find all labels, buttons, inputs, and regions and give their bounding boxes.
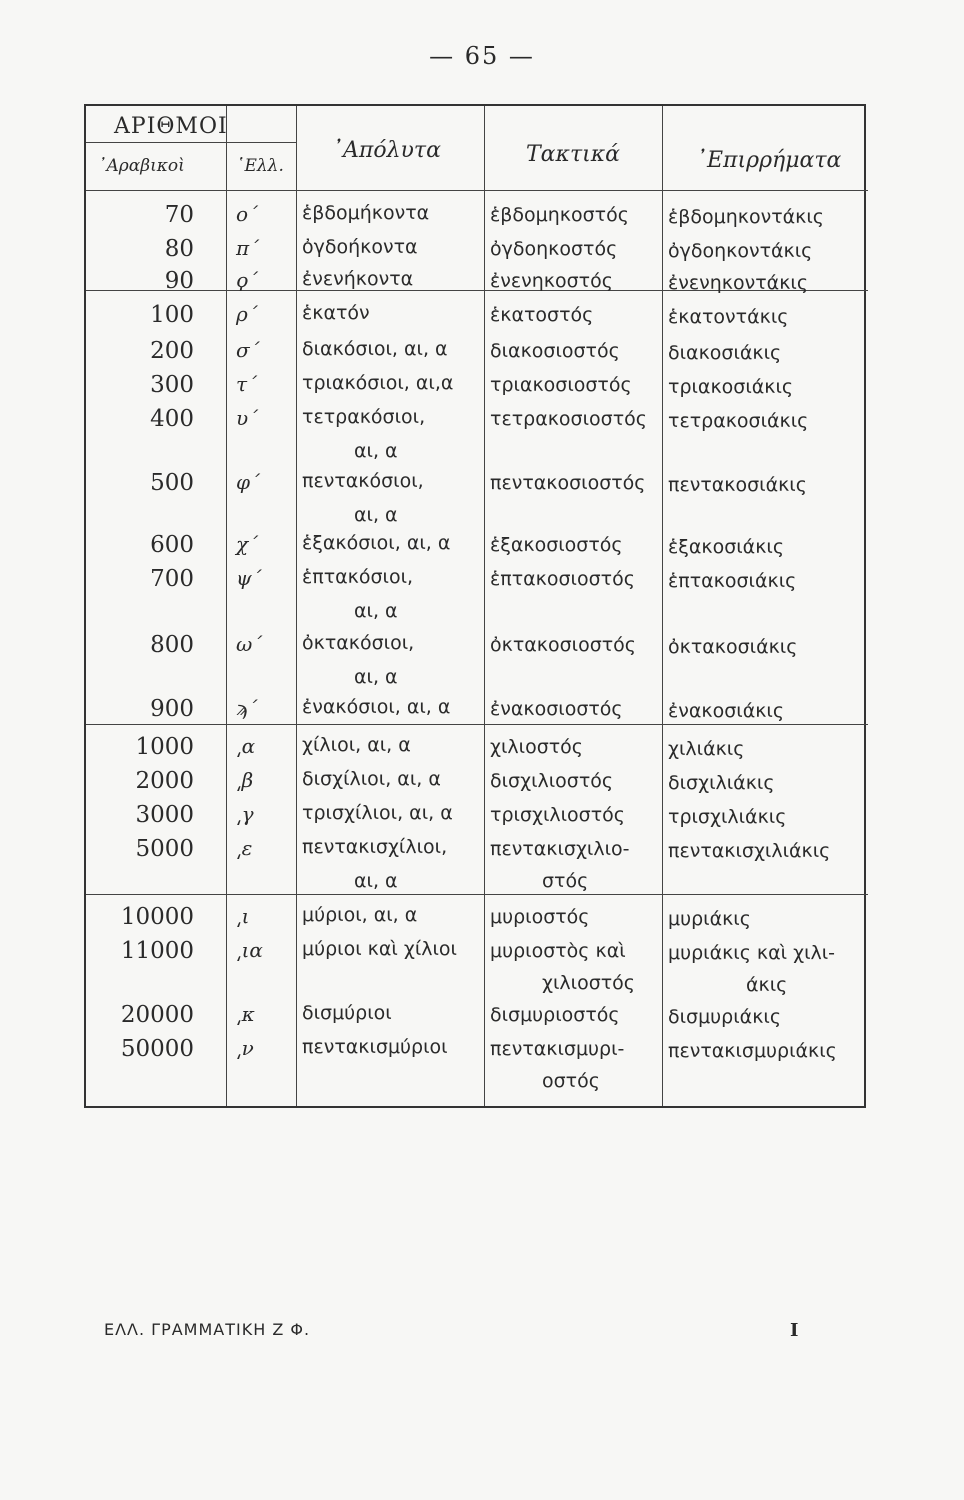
ordinal-word: ἑβδομηκοστός: [490, 204, 629, 226]
cardinal-word: πεντακισμύριοι: [302, 1036, 448, 1058]
cardinal-word: χίλιοι, αι, α: [302, 734, 411, 756]
cardinal-word-cont: αι, α: [354, 504, 398, 526]
header-adverb: ᾿Επιρρήματα: [696, 148, 842, 173]
header-ordinal: Τακτικά: [526, 142, 621, 167]
ordinal-word-cont: χιλιοστός: [542, 972, 635, 994]
adverb-word: ἑβδομηκοντάκις: [668, 206, 824, 228]
divider-cardinal-ordinal: [484, 106, 485, 1106]
greek-numeral: φ΄: [236, 470, 261, 494]
arabic-numeral: 90: [164, 268, 194, 294]
ordinal-word: χιλιοστός: [490, 736, 583, 758]
arabic-numeral: 11000: [120, 938, 194, 964]
ordinal-word: πεντακισχιλιο-: [490, 838, 630, 860]
adverb-word: ἐνενηκοντάκις: [668, 272, 808, 294]
greek-numeral: ͵κ: [236, 1002, 255, 1026]
adverb-word: ἑκατοντάκις: [668, 306, 789, 328]
cardinal-word-cont: αι, α: [354, 600, 398, 622]
cardinal-word: τετρακόσιοι,: [302, 406, 426, 428]
arabic-numeral: 5000: [135, 836, 194, 862]
page-number: — 65 —: [429, 42, 535, 70]
adverb-word: τρισχιλιάκις: [668, 806, 787, 828]
numerals-table: [84, 104, 866, 1108]
arabic-numeral: 100: [150, 302, 194, 328]
greek-numeral: ρ΄: [236, 302, 258, 326]
adverb-word: μυριάκις καὶ χιλι-: [668, 942, 836, 964]
greek-numeral: ω΄: [236, 632, 263, 656]
arabic-numeral: 300: [150, 372, 194, 398]
greek-numeral: ͵ε: [236, 836, 253, 860]
header-group-line: [86, 142, 296, 143]
cardinal-word: ἑκατόν: [302, 302, 370, 324]
ordinal-word-cont: οστός: [542, 1070, 600, 1092]
divider-greek-cardinal: [296, 106, 297, 1106]
greek-numeral: ϡ΄: [236, 696, 258, 720]
adverb-word: ἑπτακοσιάκις: [668, 570, 797, 592]
arabic-numeral: 20000: [120, 1002, 194, 1028]
arabic-numeral: 600: [150, 532, 194, 558]
ordinal-word-cont: στός: [542, 870, 589, 892]
arabic-numeral: 1000: [135, 734, 194, 760]
greek-numeral: ϙ΄: [236, 268, 259, 292]
cardinal-word: ἐνενήκοντα: [302, 268, 414, 290]
ordinal-word: δισχιλιοστός: [490, 770, 614, 792]
adverb-word: δισχιλιάκις: [668, 772, 775, 794]
header-group-label: ΑΡΙΘΜΟΙ: [114, 114, 228, 139]
ordinal-word: διακοσιοστός: [490, 340, 620, 362]
ordinal-word: μυριοστός: [490, 906, 590, 928]
adverb-word: μυριάκις: [668, 908, 751, 930]
adverb-word: ἑξακοσιάκις: [668, 536, 784, 558]
cardinal-word: τριακόσιοι, αι,α: [302, 372, 454, 394]
arabic-numeral: 400: [150, 406, 194, 432]
divider-ordinal-adverb: [662, 106, 663, 1106]
greek-numeral: υ΄: [236, 406, 259, 430]
arabic-numeral: 80: [164, 236, 194, 262]
greek-numeral: ͵ν: [236, 1036, 254, 1060]
arabic-numeral: 700: [150, 566, 194, 592]
arabic-numeral: 3000: [135, 802, 194, 828]
adverb-word: ὀγδοηκοντάκις: [668, 240, 813, 262]
arabic-numeral: 900: [150, 696, 194, 722]
arabic-numeral: 500: [150, 470, 194, 496]
ordinal-word: ἐνενηκοστός: [490, 270, 613, 292]
ordinal-word: ἑξακοσιοστός: [490, 534, 623, 556]
greek-numeral: ͵γ: [236, 802, 254, 826]
header-arabic: ᾿Αραβικοὶ: [98, 156, 185, 176]
header-cardinal: ᾿Απόλυτα: [332, 138, 441, 163]
greek-numeral: ͵β: [236, 768, 254, 792]
greek-numeral: ψ΄: [236, 566, 262, 590]
greek-numeral: ͵ι: [236, 904, 250, 928]
arabic-numeral: 800: [150, 632, 194, 658]
cardinal-word: ἐνακόσιοι, αι, α: [302, 696, 451, 718]
greek-numeral: χ΄: [236, 532, 259, 556]
cardinal-word: μύριοι, αι, α: [302, 904, 418, 926]
ordinal-word: ἑπτακοσιοστός: [490, 568, 635, 590]
ordinal-word: ὀγδοηκοστός: [490, 238, 618, 260]
ordinal-word: ἑκατοστός: [490, 304, 594, 326]
ordinal-word: πεντακοσιοστός: [490, 472, 646, 494]
arabic-numeral: 2000: [135, 768, 194, 794]
adverb-word: ἐνακοσιάκις: [668, 700, 785, 722]
adverb-word-cont: άκις: [746, 974, 788, 996]
adverb-word: δισμυριάκις: [668, 1006, 781, 1028]
cardinal-word-cont: αι, α: [354, 666, 398, 688]
cardinal-word: ὀκτακόσιοι,: [302, 632, 415, 654]
divider-arabic-greek: [226, 106, 227, 1106]
adverb-word: πεντακισχιλιάκις: [668, 840, 831, 862]
ordinal-word: τρισχιλιοστός: [490, 804, 625, 826]
cardinal-word-cont: αι, α: [354, 870, 398, 892]
greek-numeral: π΄: [236, 236, 260, 260]
cardinal-word: πεντακισχίλιοι,: [302, 836, 448, 858]
adverb-word: τριακοσιάκις: [668, 376, 794, 398]
cardinal-word: δισχίλιοι, αι, α: [302, 768, 441, 790]
arabic-numeral: 200: [150, 338, 194, 364]
adverb-word: χιλιάκις: [668, 738, 745, 760]
cardinal-word: ἑβδομήκοντα: [302, 202, 430, 224]
group-divider-10000: [86, 894, 868, 895]
cardinal-word: δισμύριοι: [302, 1002, 392, 1024]
cardinal-word: ἑξακόσιοι, αι, α: [302, 532, 451, 554]
ordinal-word: πεντακισμυρι-: [490, 1038, 625, 1060]
ordinal-word: τετρακοσιοστός: [490, 408, 647, 430]
arabic-numeral: 70: [164, 202, 194, 228]
cardinal-word: πεντακόσιοι,: [302, 470, 424, 492]
arabic-numeral: 10000: [120, 904, 194, 930]
cardinal-word: μύριοι καὶ χίλιοι: [302, 938, 457, 960]
ordinal-word: δισμυριοστός: [490, 1004, 620, 1026]
ordinal-word: ἐνακοσιοστός: [490, 698, 623, 720]
ordinal-word: τριακοσιοστός: [490, 374, 632, 396]
adverb-word: πεντακοσιάκις: [668, 474, 807, 496]
greek-numeral: σ΄: [236, 338, 260, 362]
greek-numeral: τ΄: [236, 372, 258, 396]
group-divider-1000: [86, 724, 868, 725]
ordinal-word: ὀκτακοσιοστός: [490, 634, 636, 656]
cardinal-word: διακόσιοι, αι, α: [302, 338, 448, 360]
cardinal-word: ἑπτακόσιοι,: [302, 566, 414, 588]
ordinal-word: μυριοστὸς καὶ: [490, 940, 626, 962]
adverb-word: πεντακισμυριάκις: [668, 1040, 837, 1062]
greek-numeral: ͵α: [236, 734, 256, 758]
cardinal-word: ὀγδοήκοντα: [302, 236, 418, 258]
cardinal-word: τρισχίλιοι, αι, α: [302, 802, 453, 824]
adverb-word: τετρακοσιάκις: [668, 410, 809, 432]
header-bottom-line: [86, 190, 868, 191]
greek-numeral: ͵ια: [236, 938, 263, 962]
adverb-word: διακοσιάκις: [668, 342, 782, 364]
arabic-numeral: 50000: [120, 1036, 194, 1062]
page-mark: I: [790, 1320, 799, 1341]
greek-numeral: ο΄: [236, 202, 259, 226]
footer-title: ΕΛΛ. ΓΡΑΜΜΑΤΙΚΗ Ζ Φ.: [104, 1320, 311, 1339]
adverb-word: ὀκτακοσιάκις: [668, 636, 798, 658]
header-greek: ῾Ελλ.: [236, 156, 284, 176]
cardinal-word-cont: αι, α: [354, 440, 398, 462]
